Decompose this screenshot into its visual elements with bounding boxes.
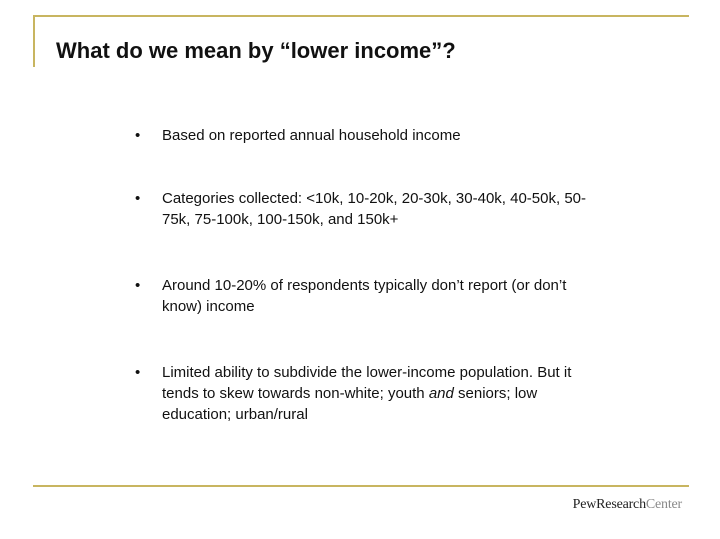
bullet-text-before: Limited ability to subdivide the lower-income population. But it tends to skew towards non-white; youth [162,364,572,402]
left-accent-bar [33,15,35,67]
logo-light-part: Center [645,497,682,512]
bullet-text: Categories collected: <10k, 10-20k, 20-30k, 30-40k, 40-50k, 50-75k, 75-100k, 100-150k, and 150k+ [162,190,586,228]
bullet-item [135,188,595,230]
bullet-item [135,275,595,317]
bullet-text-after: seniors; low education; urban/rural [162,385,538,423]
bottom-divider [33,485,689,487]
bullet-dot-icon: • [135,277,141,294]
bullet-text: Around 10-20% of respondents typically don’t report (or don’t know) income [162,277,567,315]
bullet-item [135,125,595,146]
bullet-dot-icon: • [135,364,141,381]
top-divider [33,15,689,17]
bullet-item [135,362,595,425]
bullet-text: Based on reported annual household income [162,127,461,144]
slide-title: What do we mean by “lower income”? [56,38,456,63]
logo-bold-part: PewResearch [572,497,646,512]
bullet-dot-icon: • [135,127,141,144]
bullet-text-emphasis: and [428,385,454,402]
bullet-dot-icon: • [135,190,141,207]
pew-research-center-logo [573,497,682,513]
bullet-text [162,362,595,425]
